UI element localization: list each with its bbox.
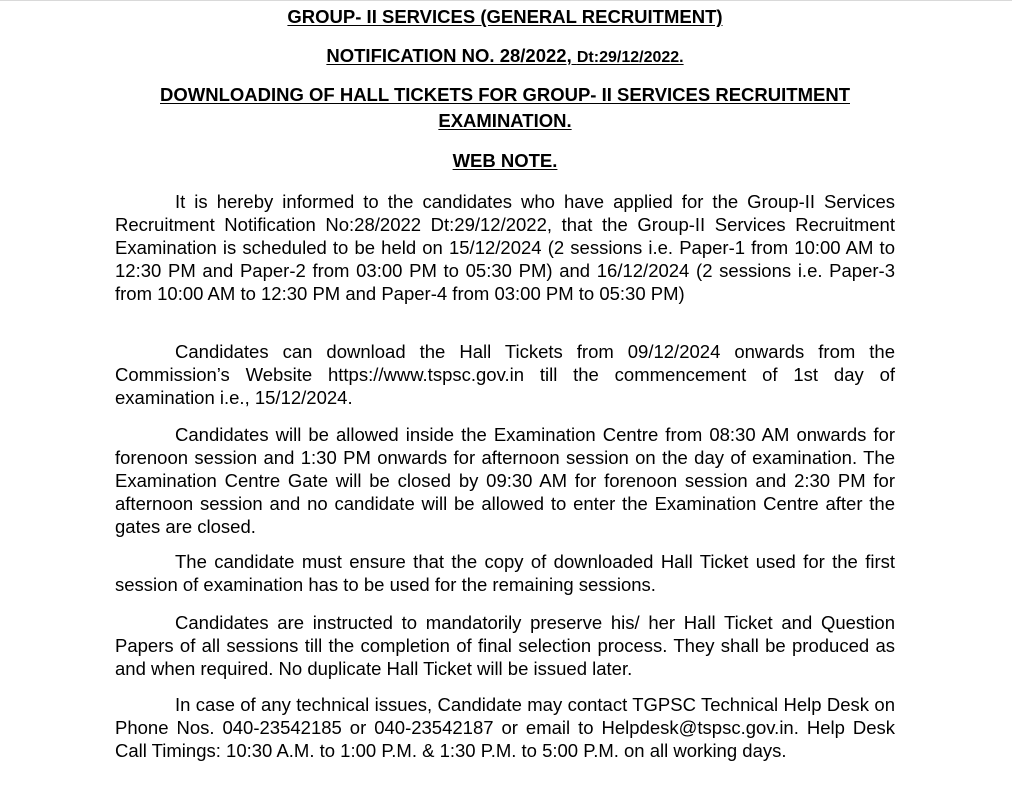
paragraph-preserve-documents: Candidates are instructed to mandatorily preserve his/ her Hall Ticket and Question Papers of all sessions till the completion of final selection process. They shall be produced as and when required. No duplicate Hall Ticket will be issued later. (115, 612, 895, 679)
heading-web-note: WEB NOTE. (452, 150, 558, 171)
heading-notification-number (115, 43, 895, 71)
heading-downloading-hall-tickets: DOWNLOADING OF HALL TICKETS FOR GROUP- II SERVICES RECRUITMENT EXAMINATION. (160, 84, 850, 131)
paragraph-hall-ticket-download: Candidates can download the Hall Tickets from 09/12/2024 onwards from the Commission’s Website https://www.tspsc.gov.in till the commencement of 1st day of examination i.e., 15/12/2024. (115, 341, 895, 408)
heading-group-ii-services: GROUP- II SERVICES (GENERAL RECRUITMENT) (287, 6, 723, 27)
paragraph-hall-ticket-copy: The candidate must ensure that the copy of downloaded Hall Ticket used for the first session of examination has to be used for the remaining sessions. (115, 551, 895, 595)
paragraph-exam-schedule: It is hereby informed to the candidates who have applied for the Group-II Services Recruitment Notification No:28/2022 Dt:29/12/2022, that the Group-II Services Recruitment Examination is scheduled to be held on 15/12/2024 (2 sessions i.e. Paper-1 from 10:00 AM to 12:30 PM and Paper-2 from 03:00 PM to 05:30 PM) and 16/12/2024 (2 sessions i.e. Paper-3 from 10:00 AM to 12:30 PM and Paper-4 from 03:00 PM to 05:30 PM) (115, 191, 895, 304)
notification-separator: , (566, 45, 577, 66)
paragraph-help-desk: In case of any technical issues, Candidate may contact TGPSC Technical Help Desk on Phone Nos. 040-23542185 or 040-23542187 or email to Helpdesk@tspsc.gov.in. Help Desk Call Timings: 10:30 A.M. to 1:00 P.M. & 1:30 P.M. to 5:00 P.M. on all working days. (115, 694, 895, 761)
notification-date: Dt:29/12/2022. (576, 49, 684, 66)
paragraph-entry-timings: Candidates will be allowed inside the Examination Centre from 08:30 AM onwards for forenoon session and 1:30 PM onwards for afternoon session on the day of examination. The Examination Centre Gate will be closed by 09:30 AM for forenoon session and 2:30 PM for afternoon session and no candidate will be allowed to enter the Examination Centre after the gates are closed. (115, 424, 895, 537)
notification-number: NOTIFICATION NO. 28/2022 (326, 45, 567, 66)
